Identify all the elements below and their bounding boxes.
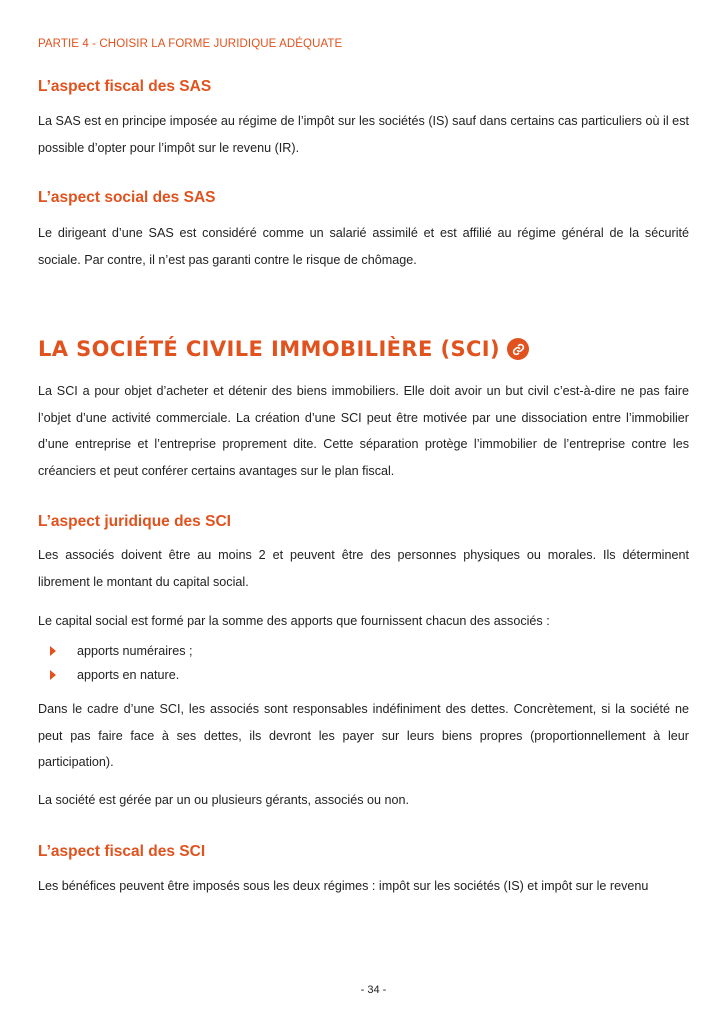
heading-sas-fiscal: L’aspect fiscal des SAS <box>38 78 212 95</box>
paragraph-sci-intro: La SCI a pour objet d’acheter et détenir des biens immobiliers. Elle doit avoir un but civil c’est-à-dire ne pas faire l’objet d’une activité commerciale. La création d’une SCI peut être motivée par une dissociation entre l’immobilier d’une entreprise et l’entreprise proprement dite. Cette séparation protège l’immobilier de l’entreprise contre les créanciers et peut conférer certains avantages sur le plan fiscal. <box>38 384 689 478</box>
section-title-sci <box>38 337 529 361</box>
heading-sas-social: L’aspect social des SAS <box>38 189 216 206</box>
paragraph-sas-fiscal: La SAS est en principe imposée au régime de l’impôt sur les sociétés (IS) sauf dans certains cas particuliers où il est possible d’opter pour l’impôt sur le revenu (IR). <box>38 114 689 155</box>
apports-list <box>50 639 193 687</box>
section-title-text: LA SOCIÉTÉ CIVILE IMMOBILIÈRE (SCI) <box>38 337 500 361</box>
paragraph-gerance: La société est gérée par un ou plusieurs gérants, associés ou non. <box>38 793 410 807</box>
heading-sci-fiscal: L’aspect fiscal des SCI <box>38 843 206 860</box>
document-page <box>38 0 689 1033</box>
page-number: - 34 - <box>360 984 387 996</box>
paragraph-sci-associes: Les associés doivent être au moins 2 et peuvent être des personnes physiques ou morales. Ils déterminent librement le montant du capital social. <box>38 548 689 589</box>
triangle-bullet-icon <box>50 670 56 680</box>
triangle-bullet-icon <box>50 646 56 656</box>
paragraph-sas-social: Le dirigeant d’une SAS est considéré comme un salarié assimilé et est affilié au régime général de la sécurité sociale. Par contre, il n’est pas garanti contre le risque de chômage. <box>38 226 689 267</box>
list-item: apports en nature. <box>50 663 193 687</box>
paragraph-sci-fiscal: Les bénéfices peuvent être imposés sous les deux régimes : impôt sur les sociétés (IS) et impôt sur le revenu <box>38 879 649 893</box>
running-header: PARTIE 4 - CHOISIR LA FORME JURIDIQUE ADÉQUATE <box>38 38 343 50</box>
paragraph-capital-social: Le capital social est formé par la somme des apports que fournissent chacun des associés : <box>38 614 550 628</box>
list-item: apports numéraires ; <box>50 639 193 663</box>
link-icon[interactable] <box>507 338 529 360</box>
heading-sci-juridique: L’aspect juridique des SCI <box>38 513 231 530</box>
paragraph-responsabilite: Dans le cadre d’une SCI, les associés sont responsables indéfiniment des dettes. Concrètement, si la société ne peut pas faire face à ses dettes, ils devront les payer sur leurs biens propres (proportionnellement à leur participation). <box>38 702 689 769</box>
